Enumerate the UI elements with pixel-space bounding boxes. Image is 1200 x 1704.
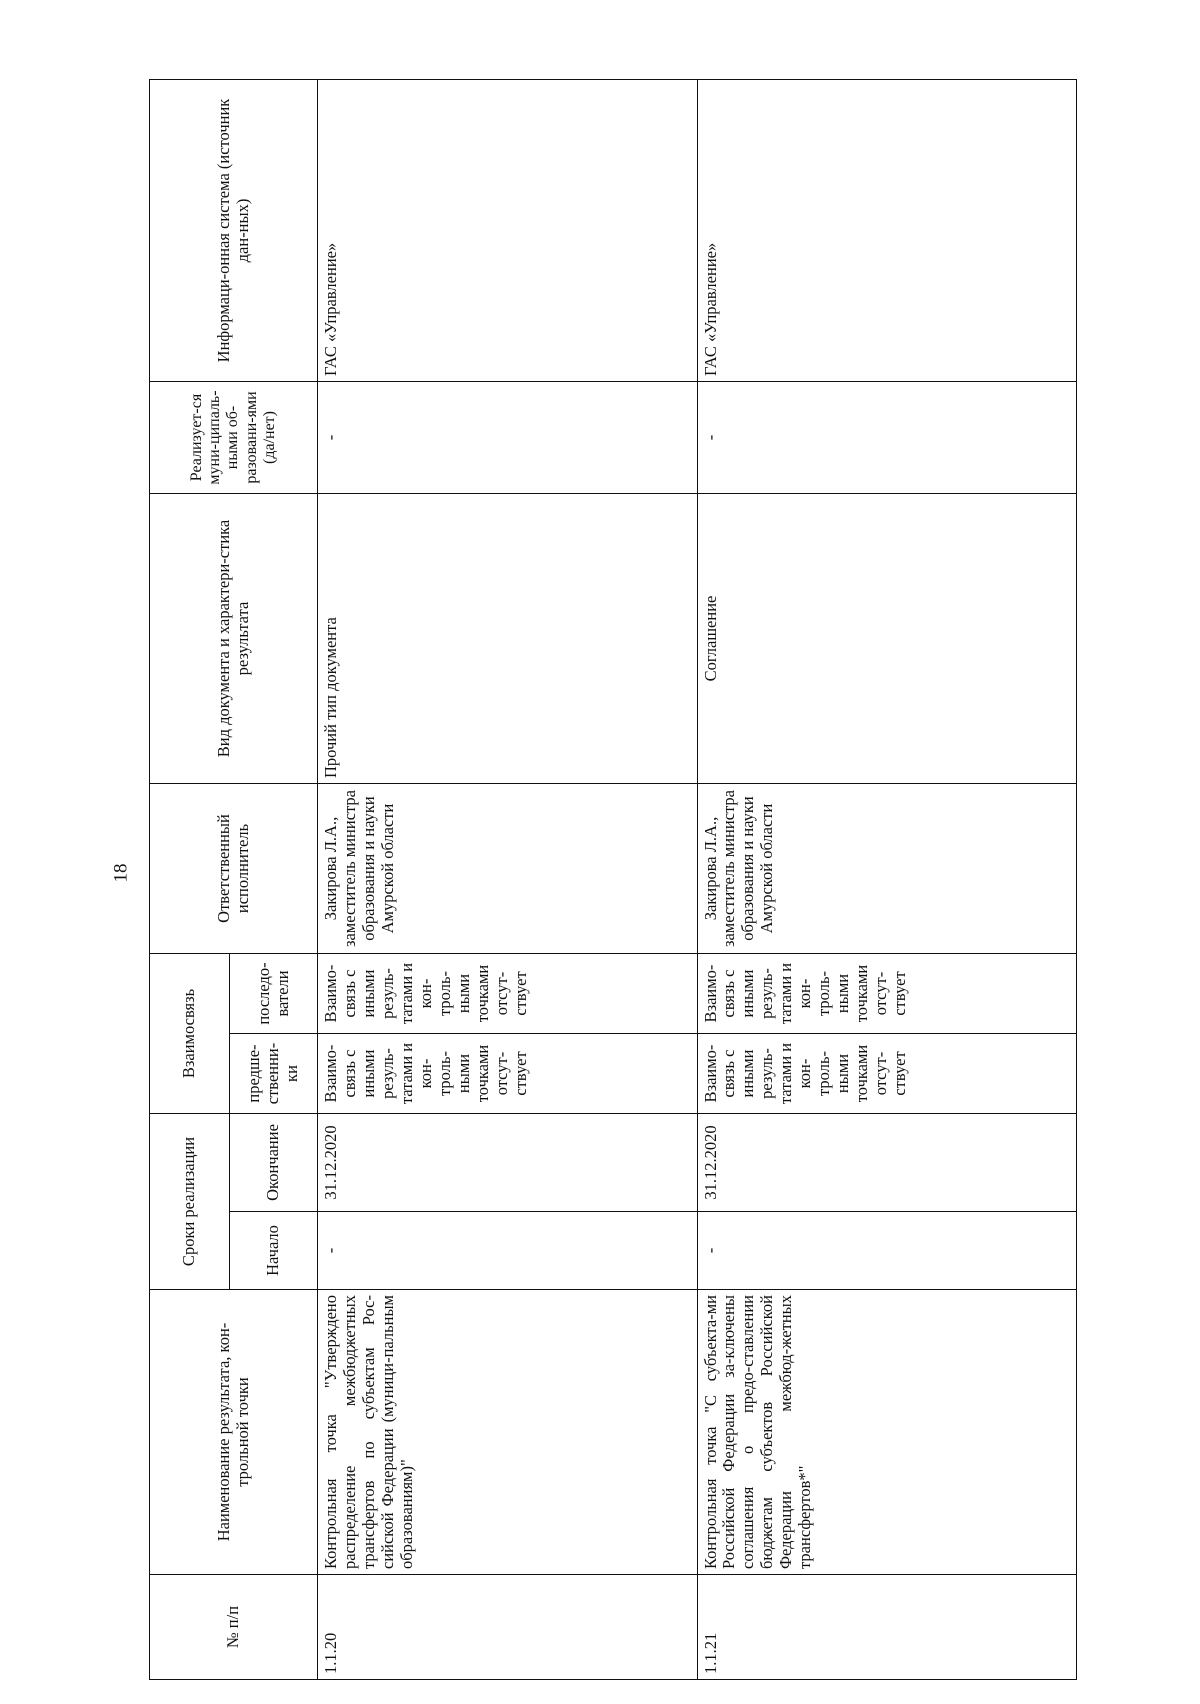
row-name: Контрольная точка "С субъекта-ми Российской Федерации за-ключены соглашения о предо-ставлении бюджетам субъектов Российской Федерации межбюд-жетных трансфертов*" <box>697 1290 1077 1575</box>
row-start: - <box>318 1212 698 1290</box>
row-municipal: - <box>697 382 1077 494</box>
row-responsible: Закирова Л.А., заместитель министра образования и науки Амурской области <box>318 784 698 954</box>
row-num: 1.1.20 <box>318 1575 698 1680</box>
header-terms: Сроки реализации <box>150 1114 230 1290</box>
table-row <box>697 80 1077 1680</box>
header-responsible: Ответственный исполнитель <box>150 784 318 954</box>
row-responsible: Закирова Л.А., заместитель министра образования и науки Амурской области <box>697 784 1077 954</box>
header-name: Наименование результата, кон-трольной точки <box>150 1290 318 1575</box>
results-table <box>149 79 1077 1680</box>
header-start: Начало <box>230 1212 318 1290</box>
row-municipal: - <box>318 382 698 494</box>
table-row <box>318 80 698 1680</box>
header-end: Окончание <box>230 1114 318 1212</box>
header-num: № п/п <box>150 1575 318 1680</box>
row-info-system: ГАС «Управление» <box>697 80 1077 382</box>
row-successors: Взаимо-связь с иными резуль-татами и кон-троль-ными точками отсут-ствует <box>697 954 1077 1034</box>
document-table-area <box>149 80 1077 1680</box>
header-relation: Взаимосвязь <box>150 954 230 1114</box>
row-start: - <box>697 1212 1077 1290</box>
page-number: 18 <box>110 863 132 883</box>
header-doc-type: Вид документа и характери-стика результата <box>150 494 318 784</box>
header-municipal: Реализует-ся муни-ципаль-ными об-разовани-ями (да/нет) <box>150 382 318 494</box>
header-predecessors: предше-ственни-ки <box>230 1034 318 1114</box>
row-doc-type: Прочий тип документа <box>318 494 698 784</box>
header-successors: последо-ватели <box>230 954 318 1034</box>
row-end: 31.12.2020 <box>318 1114 698 1212</box>
header-info-system: Информаци-онная система (источник дан-ных) <box>150 80 318 382</box>
row-num: 1.1.21 <box>697 1575 1077 1680</box>
row-end: 31.12.2020 <box>697 1114 1077 1212</box>
row-info-system: ГАС «Управление» <box>318 80 698 382</box>
row-successors: Взаимо-связь с иными резуль-татами и кон-троль-ными точками отсут-ствует <box>318 954 698 1034</box>
row-name: Контрольная точка "Утверждено распределение межбюджетных трансфертов по субъектам Рос-сийской Федерации (муници-пальным образованиям)" <box>318 1290 698 1575</box>
row-predecessors: Взаимо-связь с иными резуль-татами и кон-троль-ными точками отсут-ствует <box>697 1034 1077 1114</box>
row-doc-type: Соглашение <box>697 494 1077 784</box>
row-predecessors: Взаимо-связь с иными резуль-татами и кон-троль-ными точками отсут-ствует <box>318 1034 698 1114</box>
